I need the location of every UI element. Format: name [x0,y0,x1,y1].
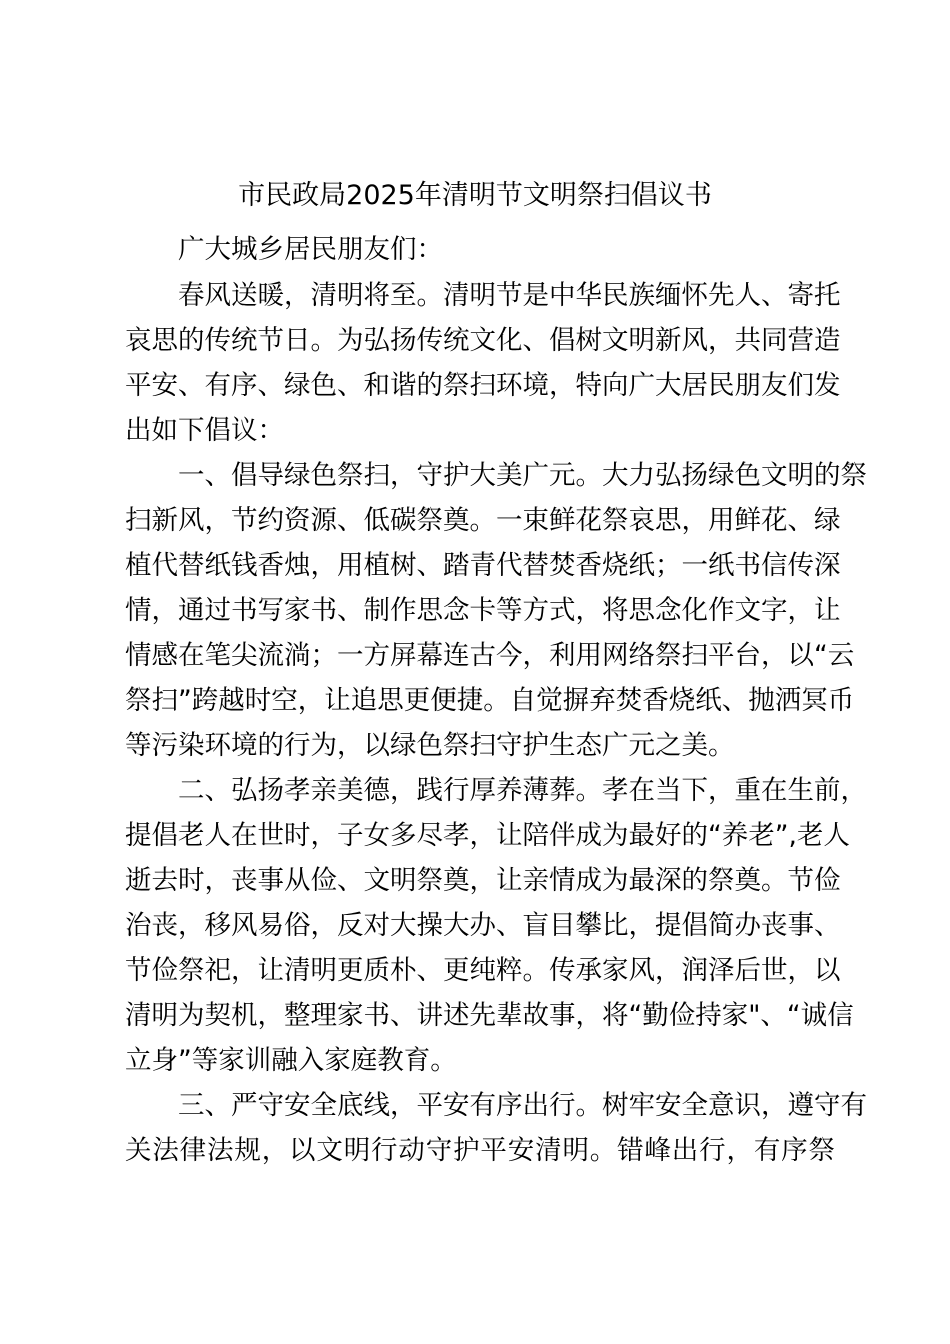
salutation: 广大城乡居民朋友们： [178,234,443,265]
paragraph-2-line: 清明为契机，整理家书、讲述先辈故事，将“勤俭持家"、“诚信 [125,1000,854,1031]
paragraph-2-line: 逝去时，丧事从俭、文明祭奠，让亲情成为最深的祭奠。节俭 [125,865,841,896]
paragraph-intro-line: 出如下倡议： [125,415,284,446]
paragraph-2-line: 立身”等家训融入家庭教育。 [125,1045,457,1076]
paragraph-2-line: 节俭祭祀，让清明更质朴、更纯粹。传承家风，润泽后世，以 [125,955,841,986]
paragraph-1-line: 一、倡导绿色祭扫，守护大美广元。大力弘扬绿色文明的祭 [178,460,867,491]
paragraph-2-line: 提倡老人在世时，子女多尽孝，让陪伴成为最好的“养老”,老人 [125,820,850,851]
paragraph-3-line: 三、严守安全底线，平安有序出行。树牢安全意识，遵守有 [178,1090,867,1121]
document-title: 市民政局2025年清明节文明祭扫倡议书 [238,180,712,211]
paragraph-1-line: 祭扫”跨越时空，让追思更便捷。自觉摒弃焚香烧纸、抛洒冥币 [125,685,855,716]
paragraph-1-line: 扫新风，节约资源、低碳祭奠。一束鲜花祭哀思，用鲜花、绿 [125,505,841,536]
paragraph-1-line: 情，通过书写家书、制作思念卡等方式，将思念化作文字，让 [125,595,841,626]
paragraph-intro-line: 平安、有序、绿色、和谐的祭扫环境，特向广大居民朋友们发 [125,370,841,401]
paragraph-1-line: 等污染环境的行为，以绿色祭扫守护生态广元之美。 [125,730,735,761]
paragraph-2-line: 二、弘扬孝亲美德，践行厚养薄葬。孝在当下，重在生前， [178,775,867,806]
paragraph-1-line: 植代替纸钱香烛，用植树、踏青代替焚香烧纸；一纸书信传深 [125,550,841,581]
paragraph-intro-line: 哀思的传统节日。为弘扬传统文化、倡树文明新风，共同营造 [125,325,841,356]
paragraph-2-line: 治丧，移风易俗，反对大操大办、盲目攀比，提倡简办丧事、 [125,910,841,941]
paragraph-3-line: 关法律法规，以文明行动守护平安清明。错峰出行，有序祭 [125,1135,835,1166]
paragraph-1-line: 情感在笔尖流淌；一方屏幕连古今，利用网络祭扫平台，以“云 [125,640,855,671]
paragraph-intro-line: 春风送暖，清明将至。清明节是中华民族缅怀先人、寄托 [178,280,841,311]
